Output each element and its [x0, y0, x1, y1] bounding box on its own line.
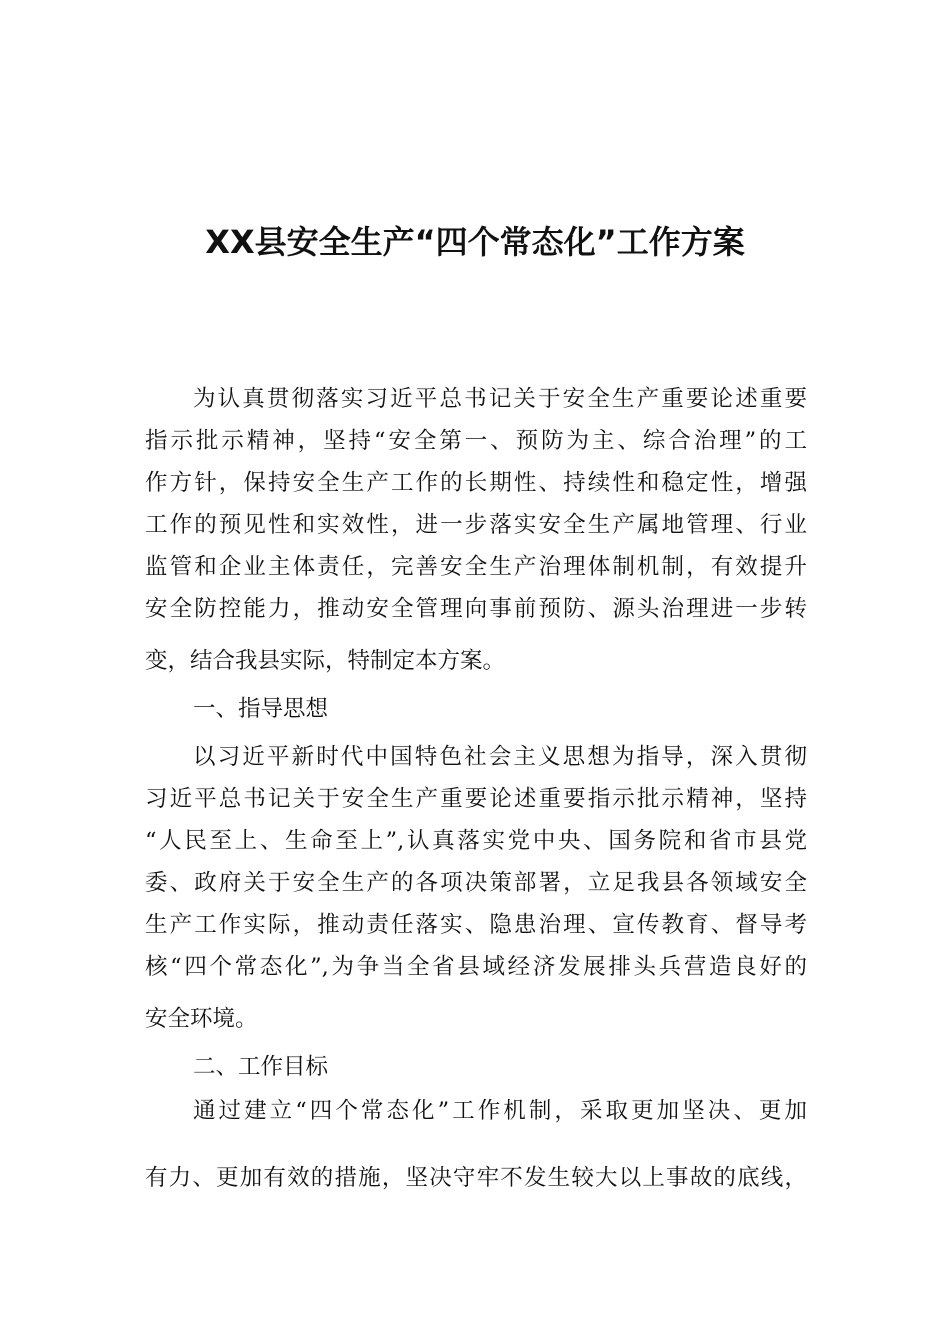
paragraph-line: 工作的预见性和实效性，进一步落实安全生产属地管理、行业 [145, 512, 807, 538]
paragraph-line: 有力、更加有效的措施，坚决守牢不发生较大以上事故的底线， [145, 1165, 807, 1191]
paragraph-line: 以习近平新时代中国特色社会主义思想为指导，深入贯彻 [193, 744, 807, 770]
paragraph-line: 监管和企业主体责任，完善安全生产治理体制机制，有效提升 [145, 554, 807, 580]
paragraph-line: 作方针，保持安全生产工作的长期性、持续性和稳定性，增强 [145, 470, 807, 496]
paragraph-line: 习近平总书记关于安全生产重要论述重要指示批示精神，坚持 [145, 786, 807, 812]
paragraph-line: 委、政府关于安全生产的各项决策部署，立足我县各领域安全 [145, 870, 807, 896]
document-title: XX县安全生产“四个常态化”工作方案 [205, 223, 745, 261]
paragraph-line: 安全环境。 [145, 1006, 258, 1032]
paragraph-line: 生产工作实际，推动责任落实、隐患治理、宣传教育、督导考 [145, 912, 807, 938]
paragraph-line: 通过建立“四个常态化”工作机制，采取更加坚决、更加 [193, 1098, 807, 1124]
paragraph-line: “人民至上、生命至上”,认真落实党中央、国务院和省市县党 [145, 828, 807, 854]
section-heading: 二、工作目标 [193, 1054, 329, 1080]
paragraph-line: 核“四个常态化”,为争当全省县域经济发展排头兵营造良好的 [145, 954, 807, 980]
paragraph-line: 安全防控能力，推动安全管理向事前预防、源头治理进一步转 [145, 596, 807, 622]
paragraph-line: 指示批示精神，坚持“安全第一、预防为主、综合治理”的工 [145, 428, 807, 454]
paragraph-line: 变，结合我县实际，特制定本方案。 [145, 648, 506, 674]
paragraph-line: 为认真贯彻落实习近平总书记关于安全生产重要论述重要 [193, 386, 807, 412]
section-heading: 一、指导思想 [193, 696, 329, 722]
